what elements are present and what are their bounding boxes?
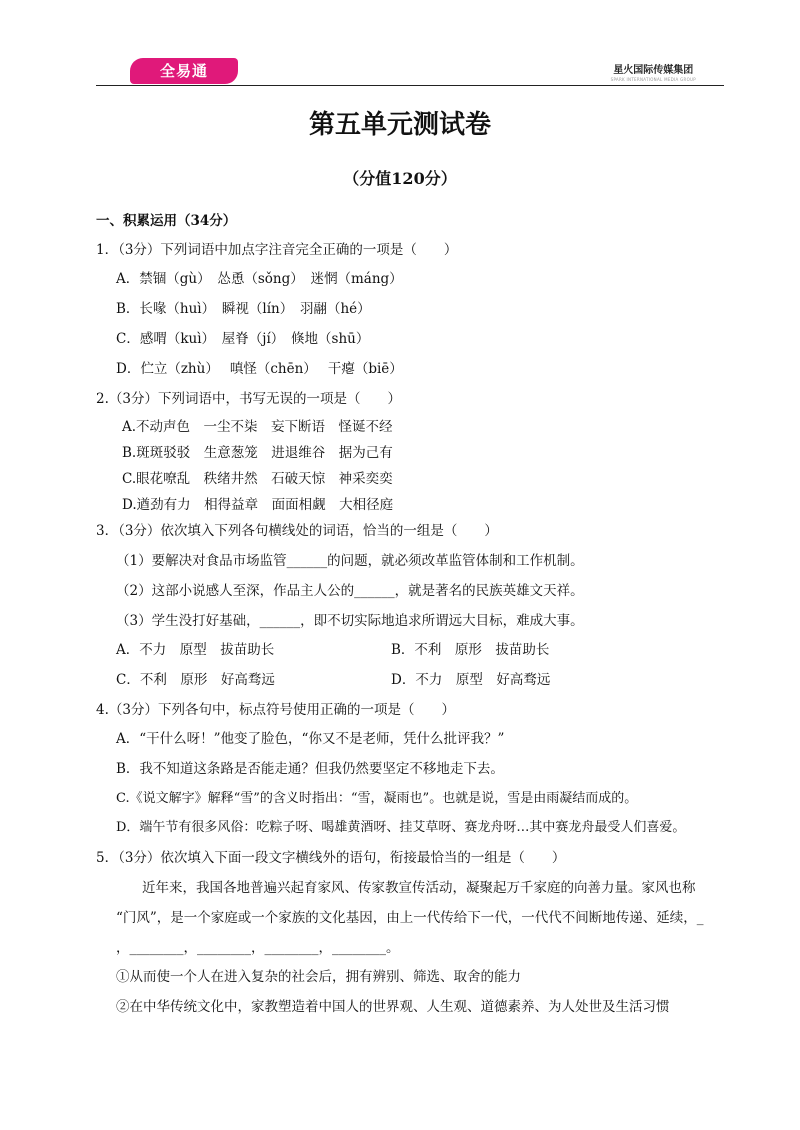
header-divider <box>96 85 724 86</box>
question-1-option-d: D．伫立（zhù） 嗔怪（chēn） 干瘪（biē） <box>116 361 403 377</box>
question-1-option-a: A．禁锢（gù） 怂恿（sǒng） 迷惘（máng） <box>116 271 403 287</box>
question-2-stem: 2.（3分）下列词语中，书写无误的一项是（ ） <box>96 391 401 407</box>
question-2-option-b: B.斑斑驳驳 生意葱笼 进退维谷 据为己有 <box>122 445 393 461</box>
brand-logo: 全易通 <box>130 58 238 84</box>
page-subtitle: （分值120分） <box>343 169 457 188</box>
publisher-name-en: SPARK INTERNATIONAL MEDIA GROUP <box>610 77 696 82</box>
question-5-item-1: ①从而使一个人在进入复杂的社会后，拥有辨别、筛选、取舍的能力 <box>116 969 521 985</box>
question-4-option-b: B．我不知道这条路是否能走通？但我仍然要坚定不移地走下去。 <box>116 761 504 777</box>
question-4-stem: 4.（3分）下列各句中，标点符号使用正确的一项是（ ） <box>96 702 455 718</box>
question-1-option-b: B．长喙（huì） 瞬视（lín） 羽翮（hé） <box>116 301 371 317</box>
question-3-sentence-1: （1）要解决对食品市场监管______的问题，就必须改革监管体制和工作机制。 <box>116 553 584 569</box>
page-title: 第五单元测试卷 <box>308 110 491 140</box>
page-header <box>96 56 724 86</box>
question-5-stem: 5．（3分）依次填入下面一段文字横线外的语句，衔接最恰当的一组是（ ） <box>96 850 566 866</box>
question-3-option-c: C．不利 原形 好高骛远 <box>116 672 275 688</box>
question-5-item-2: ②在中华传统文化中，家教塑造着中国人的世界观、人生观、道德素养、为人处世及生活习惯 <box>116 999 670 1015</box>
question-3-stem: 3．（3分）依次填入下列各句横线处的词语，恰当的一组是（ ） <box>96 523 498 539</box>
question-1-stem: 1．（3分）下列词语中加点字注音完全正确的一项是（ ） <box>96 242 458 258</box>
question-3-sentence-3: （3）学生没打好基础，______，即不切实际地追求所谓远大目标，难成大事。 <box>116 613 584 629</box>
question-5-passage-line-2: “门风”，是一个家庭或一个家族的文化基因，由上一代传给下一代，一代代不间断地传递、延续，_ <box>116 910 704 926</box>
question-4-option-a: A．“干什么呀！”他变了脸色，“你又不是老师，凭什么批评我？” <box>116 731 505 747</box>
question-3-sentence-2: （2）这部小说感人至深，作品主人公的______，就是著名的民族英雄文天祥。 <box>116 583 584 599</box>
question-5-passage-line-1: 近年来，我国各地普遍兴起育家风、传家教宣传活动，凝聚起万千家庭的向善力量。家风也称 <box>142 880 696 896</box>
question-5-passage-line-3: ，________，________，________，________。 <box>116 940 400 956</box>
question-2-option-a: A.不动声色 一尘不柒 妄下断语 怪诞不经 <box>122 419 393 435</box>
question-2-option-d: D.遒劲有力 相得益章 面面相觑 大相径庭 <box>122 497 394 513</box>
question-4-option-c: C.《说文解字》解释“雪”的含义时指出：“雪，凝雨也”。也就是说，雪是由雨凝结而成的。 <box>116 791 638 806</box>
question-3-option-b: B．不利 原形 拔苗助长 <box>391 642 550 658</box>
question-1-option-c: C．感喟（kuì） 屋脊（jí） 倏地（shū） <box>116 331 370 347</box>
publisher-brand <box>611 61 696 82</box>
question-3-option-a: A．不力 原型 拔苗助长 <box>116 642 275 658</box>
question-2-option-c: C.眼花嘹乱 秩绪井然 石破天惊 神采奕奕 <box>122 471 393 487</box>
question-3-option-d: D．不力 原型 好高骛远 <box>391 672 551 688</box>
section-heading: 一、积累运用（34分） <box>96 213 237 229</box>
publisher-name: 星火国际传媒集团 <box>613 65 694 76</box>
question-4-option-d: D．端午节有很多风俗：吃粽子呀、喝雄黄酒呀、挂艾草呀、赛龙舟呀…其中赛龙舟最受人们喜爱。 <box>116 820 686 835</box>
